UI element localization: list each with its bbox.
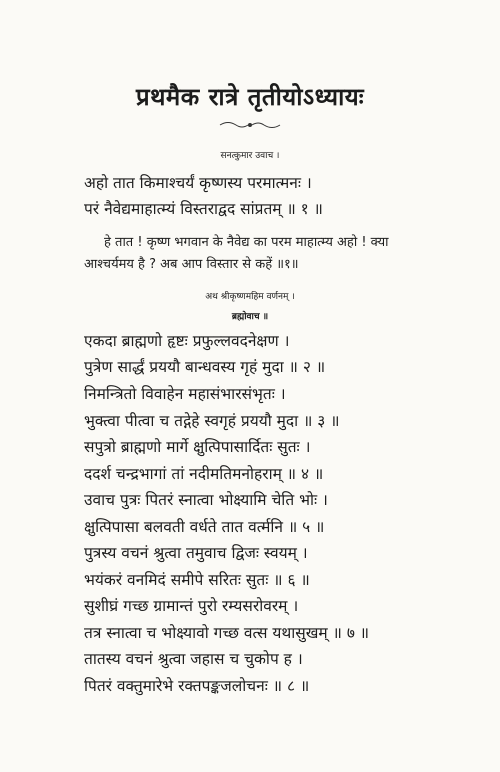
verse-line-4b: ददर्श चन्द्रभागां तां नदीमतिमनोहराम् ॥ ४ ॥: [84, 465, 324, 483]
verse-line-1b: परं नैवेद्यमाहात्म्यं विस्तराद्वद सांप्रतम् ॥ १ ॥: [84, 200, 323, 218]
verse-line-7a: सुशीघ्रं गच्छ ग्रामान्तं पुरो रम्यसरोवरम् ।: [84, 597, 299, 615]
translation-line-1: हे तात ! कृष्ण भगवान के नैवेद्य का परम माहात्म्य अहो ! क्या: [104, 235, 389, 250]
verse-line-8a: तातस्य वचनं श्रुत्वा जहास च चुकोप ह ।: [84, 650, 303, 668]
speaker-sanatkumara: सनत्कुमार उवाच ।: [220, 151, 280, 161]
verse-line-5a: उवाच पुत्रः पितरं स्नात्वा भोक्ष्यामि चेति भोः ।: [84, 491, 328, 509]
verse-line-3b: भुक्त्वा पीत्वा च तद्गेहे स्वगृहं प्रययौ मुदा ॥ ३ ॥: [84, 412, 340, 430]
chapter-title: प्रथमैक रात्रे तृतीयोऽध्यायः: [135, 83, 365, 111]
verse-line-1a: अहो तात किमाश्चर्यं कृष्णस्य परमात्मनः ।: [84, 174, 312, 192]
verse-line-8b: पितरं वक्तुमारेभे रक्तपङ्कजलोचनः ॥ ८ ॥: [84, 677, 310, 695]
section-heading: अथ श्रीकृष्णमहिम वर्णनम् ।: [205, 292, 295, 302]
verse-line-6b: भयंकरं वनमिदं समीपे सरितः सुतः ॥ ६ ॥: [84, 571, 310, 589]
ornament-divider-icon: [218, 120, 282, 130]
translation-line-2: आश्चर्यमय है ? अब आप विस्तार से कहें ॥१॥: [84, 257, 299, 272]
verse-line-4a: सपुत्रो ब्राह्मणो मार्गे क्षुत्पिपासार्दितः सुतः ।: [84, 438, 311, 456]
verse-line-2b: पुत्रेण सार्द्धं प्रययौ बान्धवस्य गृहं मुदा ॥ २ ॥: [84, 358, 326, 376]
verse-line-7b: तत्र स्नात्वा च भोक्ष्यावो गच्छ वत्स यथासुखम् ॥ ७ ॥: [84, 624, 370, 642]
verse-line-6a: पुत्रस्य वचनं श्रुत्वा तमुवाच द्विजः स्वयम् ।: [84, 544, 308, 562]
speaker-brahma: ब्रह्मोवाच ॥: [231, 312, 269, 322]
verse-line-2a: एकदा ब्राह्मणो हृष्टः प्रफुल्लवदनेक्षण ।: [84, 332, 290, 350]
verse-line-3a: निमन्त्रितो विवाहेन महासंभारसंभृतः ।: [84, 385, 286, 403]
verse-line-5b: क्षुत्पिपासा बलवती वर्धते तात वर्त्मनि ॥ ५ ॥: [84, 518, 325, 536]
